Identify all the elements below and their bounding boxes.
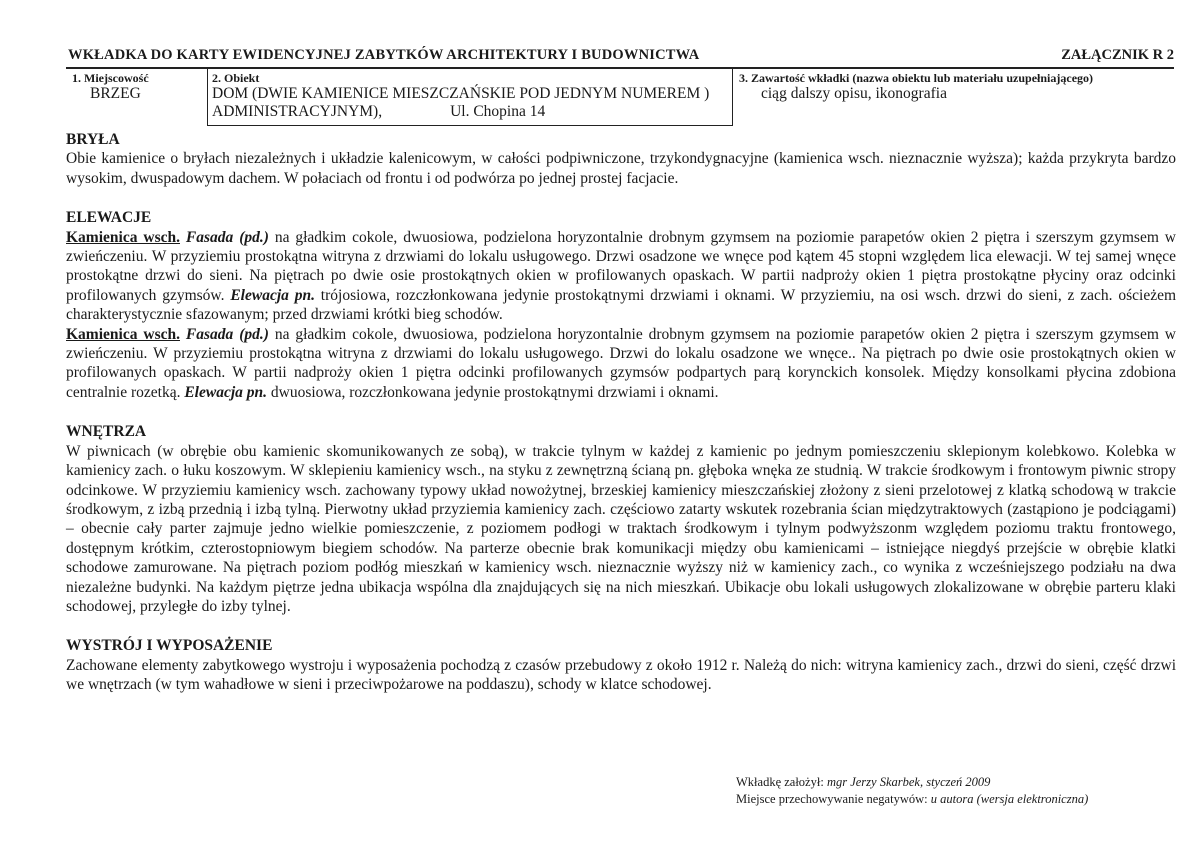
section-bryla <box>66 130 1176 188</box>
storage-label: Miejsce przechowywanie negatywów: <box>736 792 928 806</box>
section-elewacje <box>66 208 1176 402</box>
locality-label: 1. Miejscowość <box>72 71 149 85</box>
heading-wystroj: WYSTRÓJ I WYPOSAŻENIE <box>66 637 273 655</box>
storage-line <box>736 791 1088 808</box>
content-field <box>733 68 1174 126</box>
storage-value: u autora (wersja elektroniczna) <box>930 792 1089 806</box>
elewacje-text: dwuosiowa, rozczłonkowana jedynie prostokątnymi drzwiami i oknami. <box>267 383 719 401</box>
content-value: ciąg dalszy opisu, ikonografia <box>761 85 947 102</box>
section-wystroj <box>66 636 1176 694</box>
text-wnetrza: W piwnicach (w obrębie obu kamienic skomunikowanych ze sobą), w trakcie tylnym w każdej z kamienic po jednym pomieszczeniu sklepionym kolebkowo. Kolebka w kamienicy zach. o łuku koszowym. W sklepieniu kamienicy wsch., na styku z zewnętrzną ścianą pn. głęboka wnęka ze studnią. W trakcie środkowym i frontowym piwnic stropy odcinkowe. W przyziemiu kamienicy wsch. zachowany typowy układ nowożytnej, brzeskiej kamienicy mieszczańskiej złożony z sieni przelotowej z klatką schodową w trakcie środkowym, z izbą przednią i izbą tylną. Pierwotny układ przyziemia kamienicy zach. częściowo zatarty wskutek rozebrania ścian międzytraktowych (zastąpiono je podciągami) – obecnie cały parter zajmuje jedno wielkie pomieszczenie, z poziomem podłogi w traktach środkowym i tylnym podwyższonm względem poziomu traktu frontowego, dostępnym krótkim, czterostopniowym biegiem schodów. Na parterze obecnie brak komunikacji między obu kamienicami – istniejące niegdyś przejście w obrębie klatki schodowe zamurowane. Na piętrach poziom podłóg mieszkań w kamienicy wsch. nieznacznie wyższy niż w kamienicy zach., co wynika z wcześniejszego podziału na dwa niezależne budynki. Na każdym piętrze jedna ubikacja wspólna dla znajdujących się na nich mieszkań. Ubikacje obu lokali usługowych zlokalizowane w obrębie parteru klaki schodowej, przyległe do izby tylnej. <box>66 442 1176 615</box>
object-value-line2 <box>208 103 732 121</box>
object-label: 2. Obiekt <box>212 71 260 85</box>
elevation-label: Elewacja pn. <box>230 286 315 304</box>
object-value-line1: DOM (DWIE KAMIENICE MIESZCZAŃSKIE POD JEDNYM NUMEREM ) <box>212 85 710 102</box>
elewacje-text: na gładkim cokole, dwuosiowa, podzielona horyzontalnie drobnym gzymsem na poziomie parapetów okien 2 piętra i szerszym gzymsem w zwieńczeniu. W przyziemiu prostokątna witryna z drzwiami do lokalu usługowego. Drzwi osadzone we wnęce pod kątem 45 stopni względem lica elewacji. W tej samej wnęce prostokątne drzwi do sieni. Na piętrach po dwie osie prostokątnych okien w profilowanych opaskach. W partii nadproży okien 1 piętra prostokątne płyciny oraz odcinki profilowanych gzymsów. <box>66 228 1177 304</box>
object-address: Ul. Chopina 14 <box>450 103 546 120</box>
locality-value: BRZEG <box>90 85 141 102</box>
annex-label: ZAŁĄCZNIK R 2 <box>1061 47 1174 63</box>
document-title: WKŁADKA DO KARTY EWIDENCYJNEJ ZABYTKÓW ARCHITEKTURY I BUDOWNICTWA <box>68 47 700 63</box>
object-name-end: ADMINISTRACYJNYM), <box>212 103 383 120</box>
author-label: Wkładkę założył: <box>736 775 824 789</box>
facade-label: Fasada (pd.) <box>185 325 269 343</box>
elewacje-text: na gładkim cokole, dwuosiowa, podzielona horyzontalnie drobnym gzymsem na poziomie parapetów okien 2 piętra i szerszym gzymsem w zwieńczeniu. W przyziemiu prostokątna witryna z drzwiami do lokalu usługowego. Drzwi do lokalu osadzone we wnęce.. Na piętrach po dwie osie prostokątnych okien w profilowanych opaskach. W partii nadproży okien 1 piętra odcinki profilowanych gzymsów podpartych parą korynckich konsolek. Między konsolkami płycina zdobiona centralnie rozetką. <box>66 325 1177 401</box>
heading-wnetrza: WNĘTRZA <box>66 423 147 441</box>
elewacje-paragraph-1 <box>66 228 1176 325</box>
elevation-label: Elewacja pn. <box>184 383 268 401</box>
heading-elewacje: ELEWACJE <box>66 209 152 227</box>
locality-field <box>66 68 208 126</box>
text-bryla: Obie kamienice o bryłach niezależnych i układzie kalenicowym, w całości podpiwniczone, trzykondygnacyjne (kamienica wsch. nieznacznie wyższa); każda przykryta bardzo wysokim, dwuspadowym dachem. W połaciach od frontu i od podwórza po jednej prostej facjacie. <box>66 150 1176 187</box>
content-label: 3. Zawartość wkładki (nazwa obiektu lub materiału uzupełniającego) <box>739 71 1094 85</box>
building-name: Kamienica wsch. <box>66 325 180 343</box>
building-name: Kamienica wsch. <box>66 228 180 246</box>
document-body <box>66 130 1176 695</box>
section-wnetrza <box>66 422 1176 616</box>
document-footer <box>736 774 1088 808</box>
elewacje-paragraph-2 <box>66 325 1176 403</box>
text-wystroj: Zachowane elementy zabytkowego wystroju i wyposażenia pochodzą z czasów przebudowy z około 1912 r. Należą do nich: witryna kamienicy zach., drzwi do sieni, część drzwi we wnętrzach (w tym wahadłowe w sieni i przeciwpożarowe na poddaszu), schody w klatce schodowej. <box>66 656 1176 694</box>
author-line <box>736 774 1088 791</box>
author-value: mgr Jerzy Skarbek, styczeń 2009 <box>826 775 991 789</box>
object-field <box>207 68 733 126</box>
elewacje-text: trójosiowa, rozczłonkowana jedynie prostokątnymi drzwiami i oknami. W przyziemiu, na osi wsch. drzwi do sieni, z zach. ościeżem charakterystycznie sfazowanym; przed drzwiami krótki bieg schodów. <box>66 286 1177 324</box>
facade-label: Fasada (pd.) <box>185 228 269 246</box>
heading-bryla: BRYŁA <box>66 131 120 148</box>
